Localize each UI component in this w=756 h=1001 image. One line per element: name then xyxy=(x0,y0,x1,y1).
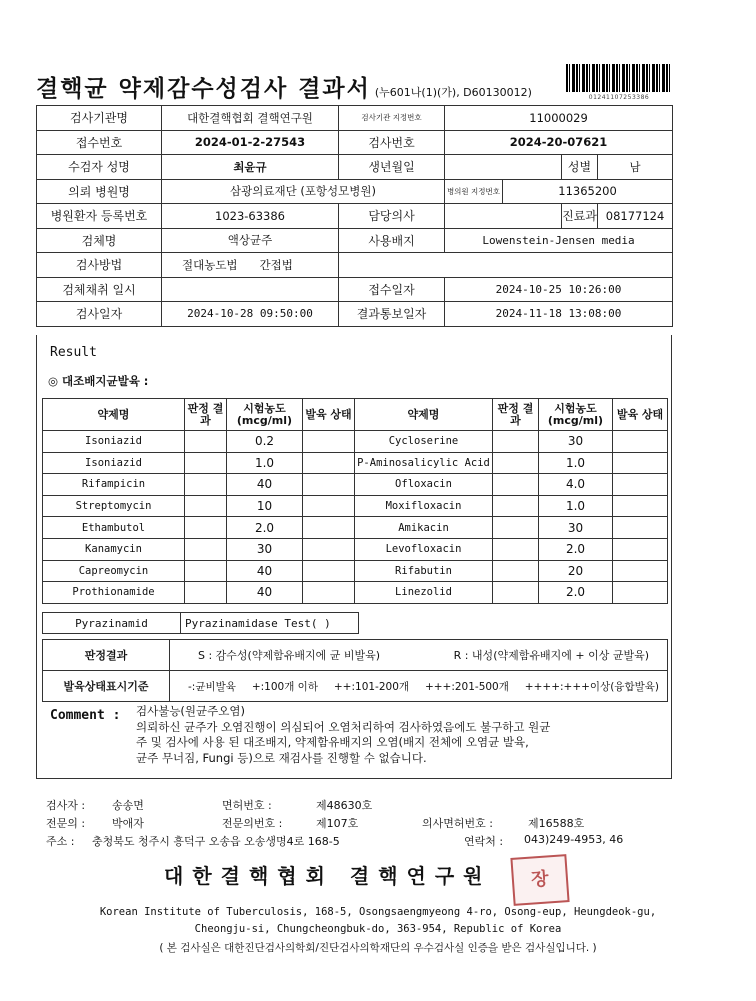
pza-test: Pyrazinamidase Test( ) xyxy=(181,613,359,634)
drug-left-growth xyxy=(303,474,355,496)
drug-left-conc: 2.0 xyxy=(227,517,303,539)
title-text: 결핵균 약제감수성검사 결과서 xyxy=(36,76,371,102)
test-date-value: 2024-10-28 09:50:00 xyxy=(162,302,339,327)
specialist-name: 박애자 xyxy=(112,817,144,830)
drug-left-judgement xyxy=(185,495,227,517)
drug-left-judgement xyxy=(185,582,227,604)
institution-label: 검사기관명 xyxy=(37,106,162,131)
reg-no-label: 병원환자 등록번호 xyxy=(37,204,162,229)
drug-right-name: P-Aminosalicylic Acid xyxy=(355,452,493,474)
medium-value: Lowenstein-Jensen media xyxy=(445,228,673,253)
drug-left-growth xyxy=(303,538,355,560)
drug-right-judgement xyxy=(493,517,539,539)
header-growth-left: 발육 상태 xyxy=(303,399,355,431)
barcode xyxy=(566,64,672,92)
test-no-value: 2024-20-07621 xyxy=(445,130,673,155)
info-table xyxy=(36,105,673,327)
table-row xyxy=(43,474,668,496)
received-label: 접수일자 xyxy=(339,277,445,302)
address-en-line-1: Korean Institute of Tuberculosis, 168-5, Osongsaengmyeong 4-ro, Osong-eup, Heungdeok-gu, xyxy=(99,906,657,918)
drug-right-judgement xyxy=(493,431,539,453)
table-row xyxy=(43,431,668,453)
table-row xyxy=(43,495,668,517)
drug-left-conc: 1.0 xyxy=(227,452,303,474)
collect-label: 검체채취 일시 xyxy=(37,277,162,302)
drug-left-judgement xyxy=(185,474,227,496)
barcode-number: 01241107253386 xyxy=(588,94,650,101)
comment-line-3: 주 및 검사에 사용 된 대조배지, 약제함유배지의 오염(배지 전체에 오염균 발육, xyxy=(136,735,529,749)
drug-right-judgement xyxy=(493,474,539,496)
receipt-no-label: 접수번호 xyxy=(37,130,162,155)
drug-left-conc: 40 xyxy=(227,560,303,582)
header-drug-right: 약제명 xyxy=(355,399,493,431)
drug-left-name: Kanamycin xyxy=(43,538,185,560)
drug-right-growth xyxy=(613,431,668,453)
document-title xyxy=(36,70,532,103)
drug-right-judgement xyxy=(493,582,539,604)
drug-right-judgement xyxy=(493,495,539,517)
report-label: 결과통보일자 xyxy=(339,302,445,327)
examiner-label: 검사자 : xyxy=(46,799,86,812)
drug-right-conc: 30 xyxy=(539,431,613,453)
dept-label: 진료과 xyxy=(562,204,598,229)
organization-name: 대한결핵협회 결핵연구원 xyxy=(164,864,492,888)
reg-no-value: 1023-63386 xyxy=(162,204,339,229)
doctor-license-label: 의사면허번호 : xyxy=(422,817,493,830)
header-conc-right: 시험농도 (mcg/ml) xyxy=(539,399,613,431)
drug-left-name: Streptomycin xyxy=(43,495,185,517)
drug-right-judgement xyxy=(493,560,539,582)
report-value: 2024-11-18 13:08:00 xyxy=(445,302,673,327)
growth-plus2: ++:101-200개 xyxy=(333,680,410,693)
drug-right-name: Amikacin xyxy=(355,517,493,539)
specialist-label: 전문의 : xyxy=(46,817,86,830)
drug-right-conc: 1.0 xyxy=(539,452,613,474)
drug-left-judgement xyxy=(185,538,227,560)
drug-left-name: Isoniazid xyxy=(43,452,185,474)
drug-left-conc: 0.2 xyxy=(227,431,303,453)
sex-label: 성별 xyxy=(562,155,598,180)
address-en-line-2: Cheongju-si, Chungcheongbuk-do, 363-954, Republic of Korea xyxy=(194,923,562,935)
growth-none: -:균비발육 xyxy=(188,680,236,693)
growth-plus3: +++:201-500개 xyxy=(424,680,509,693)
comment-line-2: 의뢰하신 균주가 오염진행이 의심되어 오염처리하여 검사하였음에도 불구하고 원균 xyxy=(136,719,551,734)
drug-left-judgement xyxy=(185,452,227,474)
doctor-license-value: 제16588호 xyxy=(528,817,585,830)
hospital-label: 의뢰 병원명 xyxy=(37,179,162,204)
drug-left-growth xyxy=(303,517,355,539)
drug-right-growth xyxy=(613,474,668,496)
address-value: 충청북도 청주시 흥덕구 오송읍 오송생명4로 168-5 xyxy=(92,835,340,848)
drug-right-conc: 2.0 xyxy=(539,582,613,604)
receipt-no-value: 2024-01-2-27543 xyxy=(162,130,339,155)
method-label: 검사방법 xyxy=(37,253,162,278)
growth-plus1: +:100개 이하 xyxy=(251,680,318,693)
growth-standard xyxy=(170,671,668,702)
license-label: 면허번호 : xyxy=(222,799,272,812)
drug-left-judgement xyxy=(185,560,227,582)
contact-value: 043)249-4953, 46 xyxy=(524,833,624,846)
drug-left-judgement xyxy=(185,517,227,539)
test-date-label: 검사일자 xyxy=(37,302,162,327)
drug-right-growth xyxy=(613,582,668,604)
drug-right-name: Cycloserine xyxy=(355,431,493,453)
birth-value xyxy=(445,155,562,180)
method-absolute: 절대농도법 xyxy=(182,257,238,272)
growth-standard-label: 발육상태표시기준 xyxy=(43,671,170,702)
table-row xyxy=(43,452,668,474)
certification-note: ( 본 검사실은 대한진단검사의학회/진단검사의학재단의 우수검사실 인증을 받은 검사실입니다. ) xyxy=(159,942,597,954)
table-row xyxy=(43,582,668,604)
judgement-table xyxy=(42,639,668,702)
patient-name-value: 최윤규 xyxy=(162,155,339,180)
drug-right-conc: 4.0 xyxy=(539,474,613,496)
received-value: 2024-10-25 10:26:00 xyxy=(445,277,673,302)
drug-right-name: Moxifloxacin xyxy=(355,495,493,517)
comment-label: Comment : xyxy=(50,708,121,723)
judgement-label: 판정결과 xyxy=(43,640,170,671)
method-indirect: 간접법 xyxy=(259,257,293,272)
inst-code-label: 검사기관 지정번호 xyxy=(339,106,445,131)
patient-name-label: 수검자 성명 xyxy=(37,155,162,180)
result-label: Result xyxy=(50,345,97,360)
drug-right-growth xyxy=(613,452,668,474)
inst-code-value: 11000029 xyxy=(445,106,673,131)
medium-label: 사용배지 xyxy=(339,228,445,253)
spec-license-label: 전문의번호 : xyxy=(222,817,283,830)
specimen-label: 검체명 xyxy=(37,228,162,253)
contact-label: 연락처 : xyxy=(464,835,504,848)
drug-table-body xyxy=(43,431,668,604)
address-label: 주소 : xyxy=(46,835,75,848)
header-drug-left: 약제명 xyxy=(43,399,185,431)
drug-left-growth xyxy=(303,495,355,517)
comment-line-1: 검사불능(원균주오염) xyxy=(136,704,245,718)
comment-line-4: 균주 무너짐, Fungi 등)으로 재검사를 진행할 수 없습니다. xyxy=(136,750,427,765)
drug-left-conc: 40 xyxy=(227,582,303,604)
header-conc-left: 시험농도 (mcg/ml) xyxy=(227,399,303,431)
collect-value xyxy=(162,277,339,302)
drug-left-conc: 10 xyxy=(227,495,303,517)
doctor-label: 담당의사 xyxy=(339,204,445,229)
form-code: (누601나(1)(가), D60130012) xyxy=(374,86,532,99)
method-value xyxy=(162,253,339,278)
comment-text xyxy=(136,704,666,766)
institution-value: 대한결핵협회 결핵연구원 xyxy=(162,106,339,131)
drug-left-conc: 30 xyxy=(227,538,303,560)
judgement-criteria xyxy=(170,640,668,671)
drug-right-conc: 2.0 xyxy=(539,538,613,560)
drug-left-judgement xyxy=(185,431,227,453)
drug-right-name: Rifabutin xyxy=(355,560,493,582)
spec-license-value: 제107호 xyxy=(316,817,359,830)
sex-value: 남 xyxy=(598,155,673,180)
test-no-label: 검사번호 xyxy=(339,130,445,155)
drug-left-growth xyxy=(303,560,355,582)
specimen-value: 액상균주 xyxy=(162,228,339,253)
drug-left-name: Prothionamide xyxy=(43,582,185,604)
drug-right-judgement xyxy=(493,452,539,474)
drug-right-conc: 1.0 xyxy=(539,495,613,517)
header-growth-right: 발육 상태 xyxy=(613,399,668,431)
growth-plus4: ++++:+++이상(융합발육) xyxy=(524,680,659,693)
header-judgement-left: 판정 결과 xyxy=(185,399,227,431)
drug-right-name: Ofloxacin xyxy=(355,474,493,496)
drug-left-growth xyxy=(303,582,355,604)
hospital-value: 삼광의료재단 (포항성모병원) xyxy=(162,179,445,204)
drug-right-growth xyxy=(613,560,668,582)
license-value: 제48630호 xyxy=(316,799,373,812)
pza-table xyxy=(42,612,359,634)
header-judgement-right: 판정 결과 xyxy=(493,399,539,431)
control-growth-label: ◎ 대조배지균발육 : xyxy=(48,374,149,388)
table-row xyxy=(43,538,668,560)
drug-right-growth xyxy=(613,517,668,539)
drug-left-growth xyxy=(303,431,355,453)
resistant-text: R : 내성(약제함유배지에 + 이상 균발육) xyxy=(453,649,649,662)
examiner-name: 송송면 xyxy=(112,799,144,812)
drug-right-conc: 30 xyxy=(539,517,613,539)
drug-right-name: Linezolid xyxy=(355,582,493,604)
dept-value: 08177124 xyxy=(598,204,673,229)
drug-left-name: Capreomycin xyxy=(43,560,185,582)
drug-left-name: Rifampicin xyxy=(43,474,185,496)
drug-right-growth xyxy=(613,495,668,517)
birth-label: 생년월일 xyxy=(339,155,445,180)
drug-left-conc: 40 xyxy=(227,474,303,496)
drug-right-conc: 20 xyxy=(539,560,613,582)
drug-table xyxy=(42,398,668,604)
drug-right-growth xyxy=(613,538,668,560)
hospital-code-label: 병의원 지정번호 xyxy=(445,179,503,204)
drug-left-name: Isoniazid xyxy=(43,431,185,453)
drug-left-growth xyxy=(303,452,355,474)
pza-name: Pyrazinamid xyxy=(43,613,181,634)
doctor-value xyxy=(445,204,562,229)
table-row xyxy=(43,560,668,582)
drug-left-name: Ethambutol xyxy=(43,517,185,539)
official-seal: 장 xyxy=(510,854,569,906)
susceptible-text: S : 감수성(약제함유배지에 균 비발육) xyxy=(198,649,381,662)
method-empty xyxy=(339,253,673,278)
table-row xyxy=(43,517,668,539)
hospital-code-value: 11365200 xyxy=(503,179,673,204)
drug-right-name: Levofloxacin xyxy=(355,538,493,560)
drug-right-judgement xyxy=(493,538,539,560)
